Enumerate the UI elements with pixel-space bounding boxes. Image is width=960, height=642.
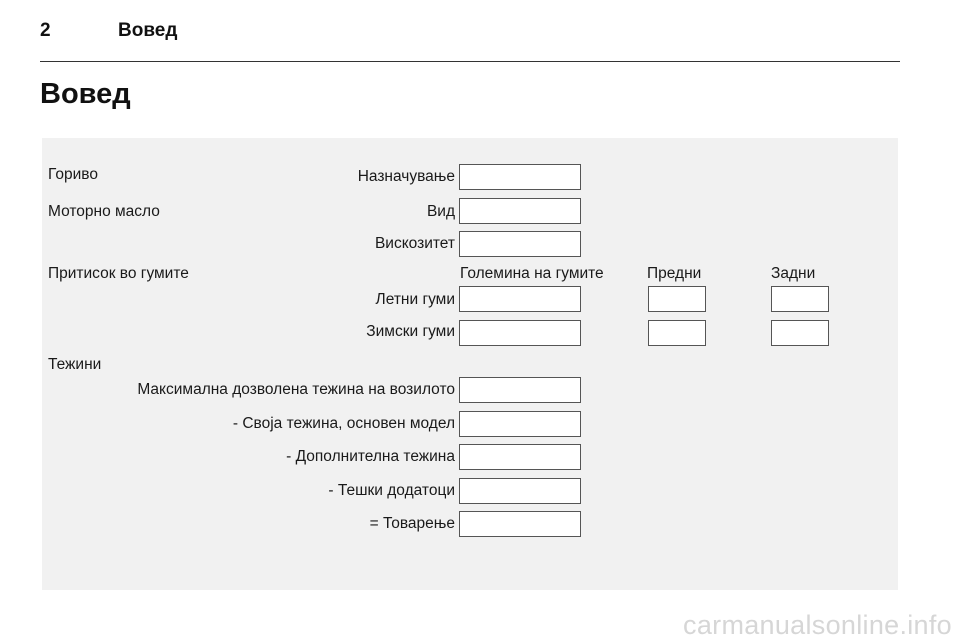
summer-tyres-label: Летни гуми — [375, 291, 455, 308]
kerb-weight-field[interactable] — [459, 411, 581, 437]
header-divider — [40, 61, 900, 62]
max-permitted-weight-label: Максимална дозволена тежина на возилото — [137, 381, 455, 398]
tyre-pressure-heading: Притисок во гумите — [48, 265, 189, 282]
section-title: Вовед — [40, 78, 131, 110]
page-number: 2 — [40, 20, 51, 41]
max-permitted-weight-field[interactable] — [459, 377, 581, 403]
winter-rear-pressure-field[interactable] — [771, 320, 829, 346]
winter-front-pressure-field[interactable] — [648, 320, 706, 346]
oil-type-label: Вид — [426, 203, 455, 220]
heavy-accessories-label: - Тешки додатоци — [328, 482, 455, 499]
fuel-designation-label: Назначување — [357, 168, 455, 185]
summer-rear-pressure-field[interactable] — [771, 286, 829, 312]
engine-oil-heading: Моторно масло — [48, 203, 160, 220]
optional-weight-field[interactable] — [459, 444, 581, 470]
watermark: carmanualsonline.info — [683, 610, 952, 640]
optional-weight-label: - Дополнителна тежина — [286, 448, 455, 465]
fuel-heading: Гориво — [48, 166, 98, 183]
heavy-accessories-field[interactable] — [459, 478, 581, 504]
running-header-title: Вовед — [118, 20, 178, 41]
summer-tyre-size-field[interactable] — [459, 286, 581, 312]
front-column-header: Предни — [647, 265, 702, 282]
rear-column-header: Задни — [771, 265, 816, 282]
winter-tyres-label: Зимски гуми — [366, 323, 455, 340]
oil-viscosity-label: Вискозитет — [374, 235, 455, 252]
oil-viscosity-field[interactable] — [459, 231, 581, 257]
tyre-size-column-header: Големина на гумите — [460, 265, 604, 282]
load-field[interactable] — [459, 511, 581, 537]
load-label: = Товарење — [369, 515, 455, 532]
kerb-weight-label: - Своја тежина, основен модел — [232, 415, 455, 432]
winter-tyre-size-field[interactable] — [459, 320, 581, 346]
summer-front-pressure-field[interactable] — [648, 286, 706, 312]
oil-type-field[interactable] — [459, 198, 581, 224]
fuel-designation-field[interactable] — [459, 164, 581, 190]
weights-heading: Тежини — [48, 356, 102, 373]
